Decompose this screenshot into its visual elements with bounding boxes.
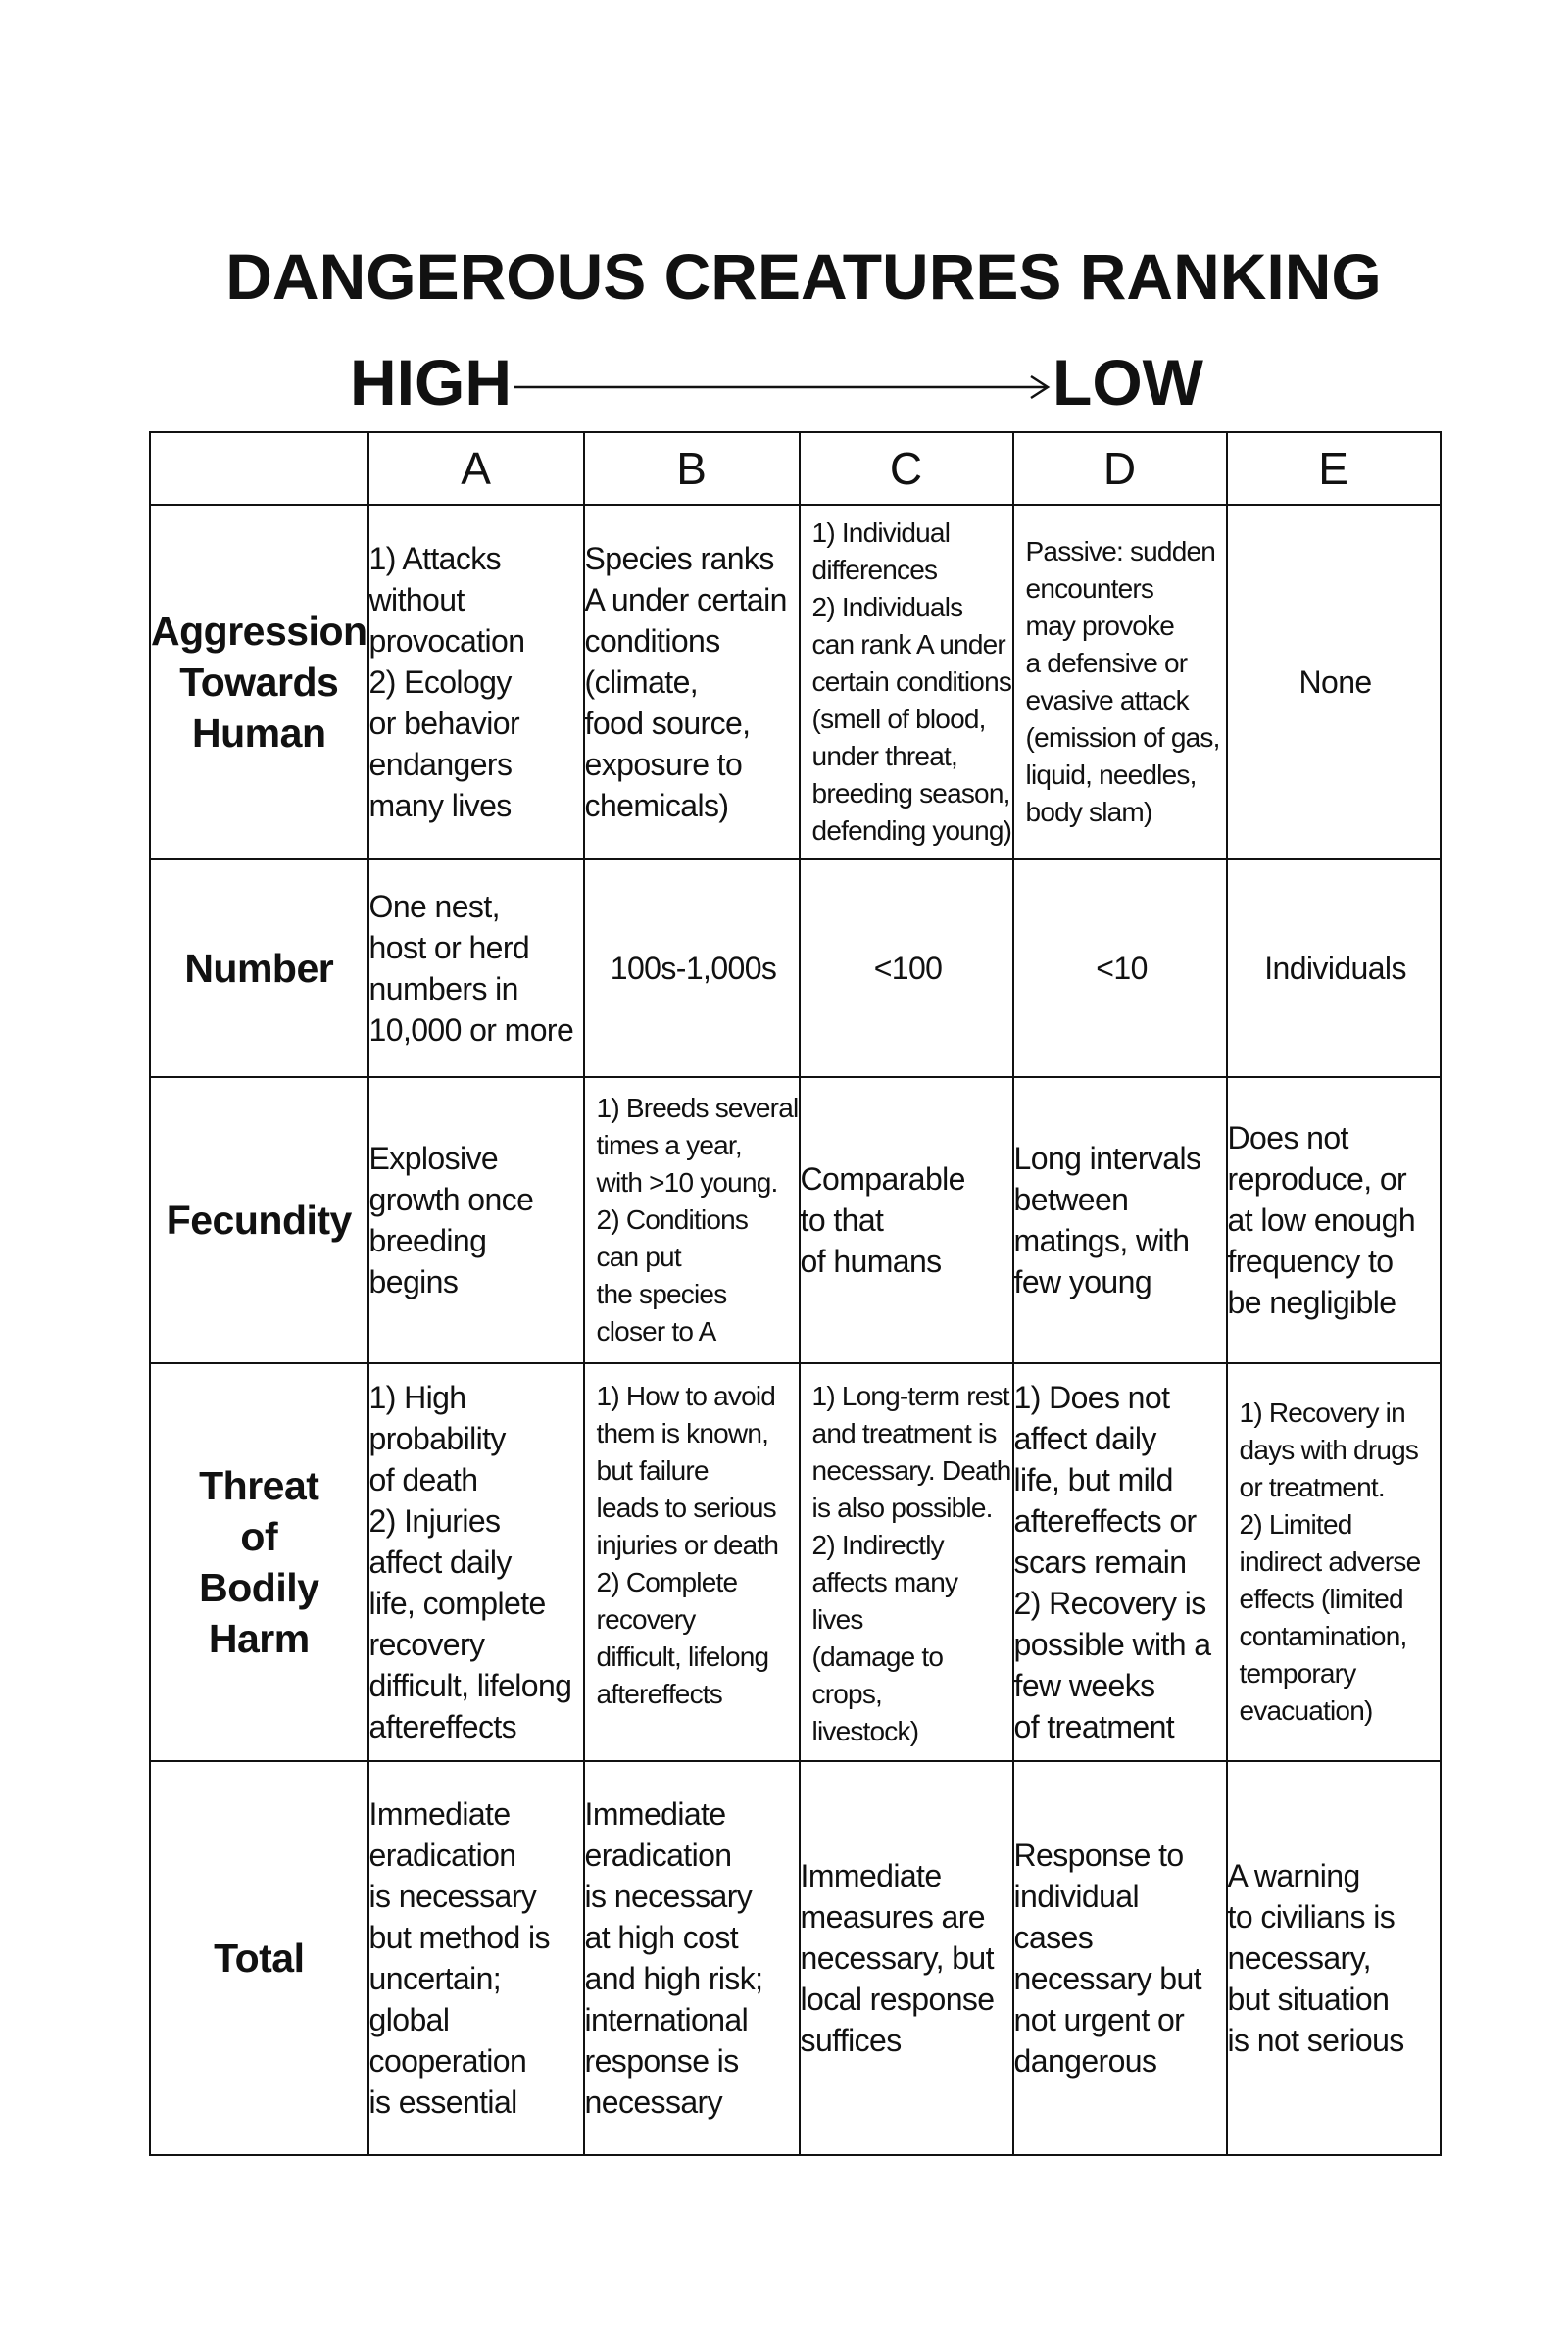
row-header-fecundity: Fecundity <box>150 1077 368 1363</box>
row-header-aggression: Aggression Towards Human <box>150 505 368 859</box>
cell-fecundity-e: Does not reproduce, or at low enough frequency to be negligible <box>1227 1077 1441 1363</box>
cell-threat-e: 1) Recovery in days with drugs or treatment. 2) Limited indirect adverse effects (limited contamination, temporary evacuation) <box>1227 1363 1441 1761</box>
ranking-scale <box>350 343 1203 421</box>
cell-total-a: Immediate eradication is necessary but method is uncertain; global cooperation is essential <box>368 1761 584 2155</box>
cell-threat-d: 1) Does not affect daily life, but mild aftereffects or scars remain 2) Recovery is possible with a few weeks of treatment <box>1013 1363 1227 1761</box>
table-row-fecundity <box>150 1077 1441 1363</box>
row-header-total: Total <box>150 1761 368 2155</box>
cell-total-d: Response to individual cases necessary but not urgent or dangerous <box>1013 1761 1227 2155</box>
cell-aggression-c: 1) Individual differences 2) Individuals can rank A under certain conditions (smell of blood, under threat, breeding season, defending young) <box>800 505 1013 859</box>
table-row-total <box>150 1761 1441 2155</box>
cell-threat-c: 1) Long-term rest and treatment is necessary. Death is also possible. 2) Indirectly affects many lives (damage to crops, livestock) <box>800 1363 1013 1761</box>
cell-number-a: One nest, host or herd numbers in 10,000 or more <box>368 859 584 1077</box>
column-header-a: A <box>368 432 584 505</box>
page-title: DANGEROUS CREATURES RANKING <box>225 240 1382 313</box>
cell-number-e: Individuals <box>1227 859 1441 1077</box>
scale-low-label: LOW <box>1053 346 1203 418</box>
arrow-right-icon <box>514 372 1051 402</box>
cell-aggression-a: 1) Attacks without provocation 2) Ecology or behavior endangers many lives <box>368 505 584 859</box>
table-row-threat <box>150 1363 1441 1761</box>
column-header-e: E <box>1227 432 1441 505</box>
column-header-b: B <box>584 432 800 505</box>
column-header-d: D <box>1013 432 1227 505</box>
table-row-number <box>150 859 1441 1077</box>
row-header-number: Number <box>150 859 368 1077</box>
row-header-threat: Threat of Bodily Harm <box>150 1363 368 1761</box>
cell-threat-b: 1) How to avoid them is known, but failure leads to serious injuries or death 2) Complete recovery difficult, lifelong aftereffects <box>584 1363 800 1761</box>
cell-fecundity-c: Comparable to that of humans <box>800 1077 1013 1363</box>
ranking-table <box>149 431 1442 2156</box>
cell-aggression-b: Species ranks A under certain conditions (climate, food source, exposure to chemicals) <box>584 505 800 859</box>
table-row-aggression <box>150 505 1441 859</box>
scale-high-label: HIGH <box>350 346 512 418</box>
cell-number-d: <10 <box>1013 859 1227 1077</box>
column-header-row <box>150 432 1441 505</box>
cell-aggression-e: None <box>1227 505 1441 859</box>
cell-number-b: 100s-1,000s <box>584 859 800 1077</box>
cell-number-c: <100 <box>800 859 1013 1077</box>
cell-threat-a: 1) High probability of death 2) Injuries affect daily life, complete recovery difficult, lifelong aftereffects <box>368 1363 584 1761</box>
cell-total-b: Immediate eradication is necessary at high cost and high risk; international response is necessary <box>584 1761 800 2155</box>
cell-fecundity-a: Explosive growth once breeding begins <box>368 1077 584 1363</box>
cell-total-c: Immediate measures are necessary, but local response suffices <box>800 1761 1013 2155</box>
cell-aggression-d: Passive: sudden encounters may provoke a defensive or evasive attack (emission of gas, liquid, needles, body slam) <box>1013 505 1227 859</box>
ranking-table-wrapper <box>149 431 1442 2156</box>
cell-fecundity-d: Long intervals between matings, with few young <box>1013 1077 1227 1363</box>
cell-total-e: A warning to civilians is necessary, but situation is not serious <box>1227 1761 1441 2155</box>
column-header-c: C <box>800 432 1013 505</box>
table-corner-cell <box>150 432 368 505</box>
cell-fecundity-b: 1) Breeds several times a year, with >10 young. 2) Conditions can put the species closer to A <box>584 1077 800 1363</box>
